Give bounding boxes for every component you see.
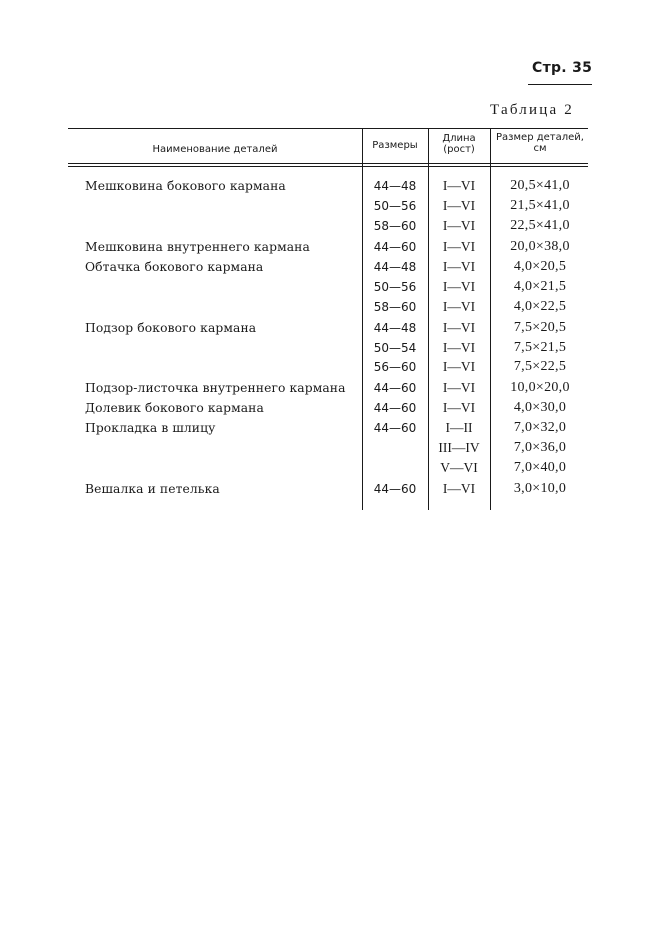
cell-dimensions: 21,5×41,0 <box>510 198 570 213</box>
cell-size: 58—60 <box>373 219 417 233</box>
table-row <box>0 338 661 358</box>
cell-size: 50—54 <box>373 341 417 355</box>
cell-dimensions: 7,0×32,0 <box>513 420 567 435</box>
header-length-line-2: (рост) <box>443 144 475 155</box>
header-bottom-rule-2 <box>68 166 588 167</box>
table-row <box>0 277 661 297</box>
table-title: Таблица 2 <box>490 102 574 118</box>
cell-length: I—VI <box>442 299 476 314</box>
table-row <box>0 398 661 418</box>
table-row <box>0 237 661 257</box>
cell-dimensions: 10,0×20,0 <box>510 380 570 395</box>
cell-length: I—VI <box>442 380 476 395</box>
cell-dimensions: 7,0×36,0 <box>513 440 567 455</box>
header-length <box>428 133 490 155</box>
table-row <box>0 438 661 458</box>
header-dimensions-line-1: Размер деталей, <box>496 132 584 143</box>
header-dimensions <box>490 132 590 154</box>
page-number: Стр. 35 <box>532 60 593 76</box>
cell-size: 50—56 <box>373 199 417 213</box>
cell-size <box>362 458 428 478</box>
cell-size: 50—56 <box>373 280 417 294</box>
cell-size: 44—60 <box>373 482 417 496</box>
cell-length: V—VI <box>440 460 478 475</box>
table-top-rule <box>68 128 588 129</box>
cell-dimensions: 20,0×38,0 <box>510 239 570 254</box>
page-number-underline <box>528 84 592 85</box>
table-row <box>0 418 661 438</box>
table-row <box>0 479 661 499</box>
table-row <box>0 257 661 277</box>
cell-length: I—VI <box>442 400 476 415</box>
cell-length: I—VI <box>442 259 476 274</box>
cell-name: Долевик бокового кармана <box>85 401 264 415</box>
cell-size: 44—48 <box>373 321 417 335</box>
cell-dimensions: 20,5×41,0 <box>510 178 570 193</box>
header-sizes: Размеры <box>372 140 418 151</box>
cell-dimensions: 7,5×21,5 <box>513 340 567 355</box>
cell-name: Обтачка бокового кармана <box>85 260 264 274</box>
cell-length: I—VI <box>442 218 476 233</box>
cell-length: I—VI <box>442 320 476 335</box>
cell-name: Мешковина внутреннего кармана <box>85 240 310 254</box>
cell-length: I—VI <box>442 340 476 355</box>
header-dimensions-line-2: см <box>533 143 547 154</box>
cell-name: Мешковина бокового кармана <box>85 179 286 193</box>
cell-dimensions: 4,0×20,5 <box>513 259 567 274</box>
cell-size: 58—60 <box>373 300 417 314</box>
cell-dimensions: 22,5×41,0 <box>510 218 570 233</box>
cell-dimensions: 3,0×10,0 <box>513 481 567 496</box>
table-row <box>0 458 661 478</box>
header-length-line-1: Длина <box>442 133 476 144</box>
cell-length: I—VI <box>442 239 476 254</box>
cell-size: 44—60 <box>373 421 417 435</box>
cell-name: Прокладка в шлицу <box>85 421 216 435</box>
cell-dimensions: 4,0×22,5 <box>513 299 567 314</box>
cell-length: I—II <box>445 420 473 435</box>
cell-dimensions: 4,0×21,5 <box>513 279 567 294</box>
cell-length: I—VI <box>442 359 476 374</box>
table-row <box>0 378 661 398</box>
cell-size: 44—60 <box>373 381 417 395</box>
cell-length: I—VI <box>442 481 476 496</box>
header-name: Наименование деталей <box>152 144 278 155</box>
cell-length: III—IV <box>438 440 480 455</box>
table-row <box>0 216 661 236</box>
table-row <box>0 357 661 377</box>
cell-size: 44—48 <box>373 260 417 274</box>
cell-dimensions: 7,0×40,0 <box>513 460 567 475</box>
cell-length: I—VI <box>442 198 476 213</box>
table-row <box>0 176 661 196</box>
cell-size: 44—48 <box>373 179 417 193</box>
cell-length: I—VI <box>442 178 476 193</box>
cell-name: Вешалка и петелька <box>85 482 220 496</box>
cell-size: 44—60 <box>373 240 417 254</box>
cell-length: I—VI <box>442 279 476 294</box>
table-row <box>0 318 661 338</box>
table-row <box>0 297 661 317</box>
cell-dimensions: 4,0×30,0 <box>513 400 567 415</box>
cell-dimensions: 7,5×22,5 <box>513 359 567 374</box>
table-row <box>0 196 661 216</box>
cell-size <box>362 438 428 458</box>
cell-size: 44—60 <box>373 401 417 415</box>
header-bottom-rule <box>68 163 588 164</box>
cell-name: Подзор-листочка внутреннего кармана <box>85 381 346 395</box>
cell-name: Подзор бокового кармана <box>85 321 257 335</box>
cell-dimensions: 7,5×20,5 <box>513 320 567 335</box>
cell-size: 56—60 <box>373 360 417 374</box>
